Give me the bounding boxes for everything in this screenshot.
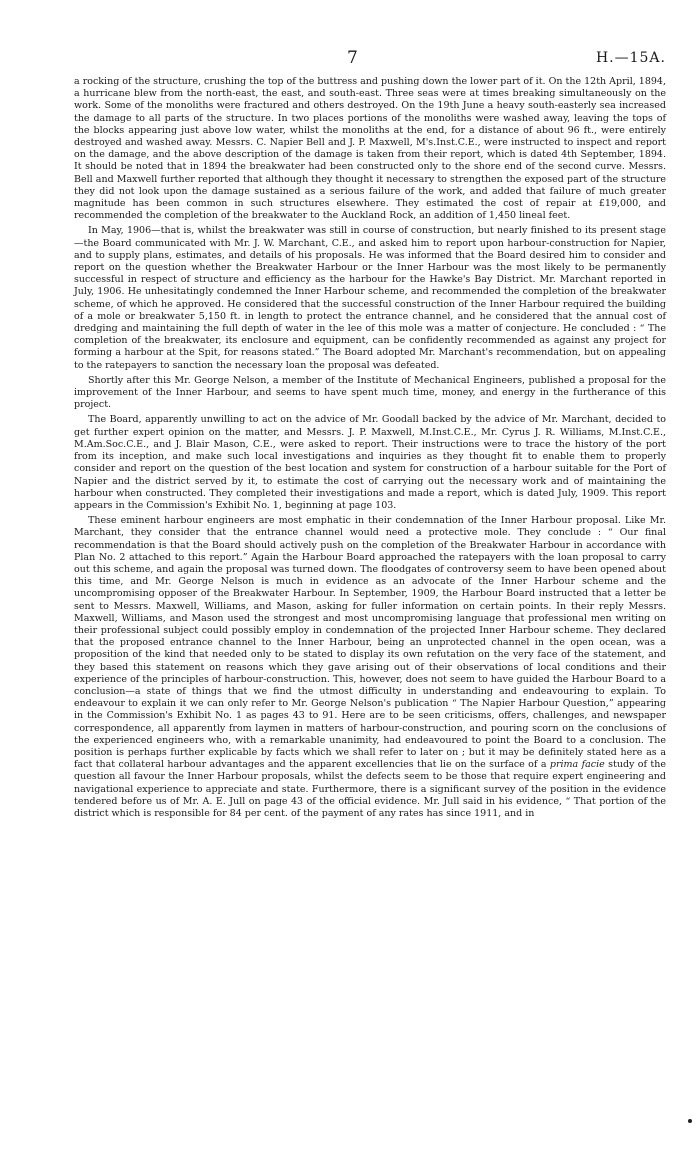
paragraph-text: In May, 1906—that is, whilst the breakwater was still in course of construction, but nearly finished to its present stage—the Board communicated with Mr. J. W. Marchant, C.E., and asked him to report upon harbour-construction for Napier, and to supply plans, estimates, and details of his proposals. He was informed that the Board desired him to consider and report on the question whether the Breakwater Harbour or the Inner Harbour was the most likely to be permanently successful in respect of structure and efficiency as the harbour for the Hawke's Bay District. Mr. Marchant reported in July, 1906. He unhesitatingly condemned the Inner Harbour scheme, and recommended the completion of the breakwater scheme, of which he approved. He considered that the successful construction of the Inner Harbour required the building of a mole or breakwater 5,150 ft. in length to protect the entrance channel, and he considered that the annual cost of dredging and maintaining the full depth of water in the lee of this mole was a matter of conjecture. He concluded : “ The completion of the breakwater, its enclosure and equipment, can be confidently recommended as against any project for forming a harbour at the Spit, for reasons stated.” The Board adopted Mr. Marchant's recommendation, but on appealing to the ratepayers to sanction the necessary loan the proposal was defeated. xyxy=(74,225,666,371)
paragraph-p3 xyxy=(74,375,666,412)
paragraph-p4 xyxy=(74,414,666,512)
paragraph-p5 xyxy=(74,515,666,820)
page-number: 7 xyxy=(347,48,359,68)
paragraph-text: a rocking of the structure, crushing the top of the buttress and pushing down the lower part of it. On the 12th April, 1894, a hurricane blew from the north-east, the east, and south-east. Three seas were at times breaking simultaneously on the work. Some of the monoliths were fractured and others destroyed. On the 19th June a heavy south-easterly sea increased the damage to all parts of the structure. In two places portions of the monoliths were washed away, leaving the tops of the blocks appearing just above low water, whilst the monoliths at the end, for a distance of about 96 ft., were entirely destroyed and washed away. Messrs. C. Napier Bell and J. P. Maxwell, M's.Inst.C.E., were instructed to inspect and report on the damage, and the above description of the damage is taken from their report, which is dated 4th September, 1894. It should be noted that in 1894 the breakwater had been constructed only to the shore end of the second curve. Messrs. Bell and Maxwell further reported that although they thought it necessary to strengthen the exposed part of the structure they did not look upon the damage sustained as a serious failure of the work, and added that failure of much greater magnitude has been common in such structures elsewhere. They estimated the cost of repair at £19,000, and recommended the completion of the breakwater to the Auckland Rock, an addition of 1,450 lineal feet. xyxy=(74,76,666,222)
paragraph-text: study of the question all favour the Inner Harbour proposals, whilst the defects seem to be those that require expert engineering and navigational experience to appreciate and state. Furthermore, there is a significant survey of the position in the evidence tendered before us of Mr. A. E. Jull on page 43 of the official evidence. Mr. Jull said in his evidence, “ That portion of the district which is responsible for 84 per cent. of the payment of any rates has since 1911, and in xyxy=(74,759,666,819)
page-edge-mark xyxy=(688,1119,692,1123)
paragraph-text: Shortly after this Mr. George Nelson, a member of the Institute of Mechanical Engineers, published a proposal for the improvement of the Inner Harbour, and seems to have spent much time, money, and energy in the furtherance of this project. xyxy=(74,374,666,411)
paragraph-text: The Board, apparently unwilling to act on the advice of Mr. Goodall backed by the advice of Mr. Marchant, decided to get further expert opinion on the matter, and Messrs. J. P. Maxwell, M.Inst.C.E., Mr. Cyrus J. R. Williams, M.Inst.C.E., M.Am.Soc.C.E., and J. Blair Mason, C.E., were asked to report. Their instructions were to trace the history of the port from its inception, and make such local investigations and inquiries as they thought fit to enable them to properly consider and report on the question of the best location and system for construction of a harbour suitable for the Port of Napier and the district served by it, to estimate the cost of carrying out the necessary work and of maintaining the harbour when constructed. They completed their investigations and made a report, which is dated July, 1909. This report appears in the Commission's Exhibit No. 1, beginning at page 103. xyxy=(74,414,666,511)
document-reference: H.—15A. xyxy=(595,50,666,66)
paragraph-text: prima facie xyxy=(549,759,605,771)
paragraph-text: These eminent harbour engineers are most emphatic in their condemnation of the Inner Harbour proposal. Like Mr. Marchant, they consider that the entrance channel would need a protective mole. They conclude : “ Our final recommendation is that the Board should actively push on the completion of the Breakwater Harbour in accordance with Plan No. 2 attached to this report.” Again the Harbour Board approached the ratepayers with the loan proposal to carry out this scheme, and again the proposal was turned down. The floodgates of controversy seem to have been opened about this time, and Mr. George Nelson is much in evidence as an advocate of the Inner Harbour scheme and the uncompromising opposer of the Breakwater Harbour. In September, 1909, the Harbour Board instructed that a letter be sent to Messrs. Maxwell, Williams, and Mason, asking for fuller information on certain points. In their reply Messrs. Maxwell, Williams, and Mason used the strongest and most uncompromising language that professional men writing on their professional subject could possibly employ in condemnation of the projected Inner Harbour scheme. They declared that the proposed entrance channel to the Inner Harbour, being an unprotected channel in the open ocean, was a proposition of the kind that needed only to be stated to display its own refutation on the very face of the statement, and they based this statement on reasons which they gave arising out of their observations of local conditions and their experience of the principles of harbour-construction. This, however, does not seem to have guided the Harbour Board to a conclusion—a state of things that we find the utmost difficulty in understanding and endeavouring to explain. To endeavour to explain it we can only refer to Mr. George Nelson's publication “ The Napier Harbour Question,” appearing in the Commission's Exhibit No. 1 as pages 43 to 91. Here are to be seen criticisms, offers, challenges, and newspaper correspondence, all apparently from laymen in matters of harbour-construction, and pouring scorn on the conclusions of the experienced engineers who, with a remarkable unanimity, had endeavoured to point the Board to a conclusion. The position is perhaps further explicable by facts which we shall refer to later on ; but it may be definitely stated here as a fact that collateral harbour advantages and the apparent excellencies that lie on the surface of a xyxy=(74,515,666,771)
paragraph-p1 xyxy=(74,76,666,222)
page-header xyxy=(74,48,666,74)
paragraph-p2 xyxy=(74,225,666,371)
body-text xyxy=(74,76,666,820)
